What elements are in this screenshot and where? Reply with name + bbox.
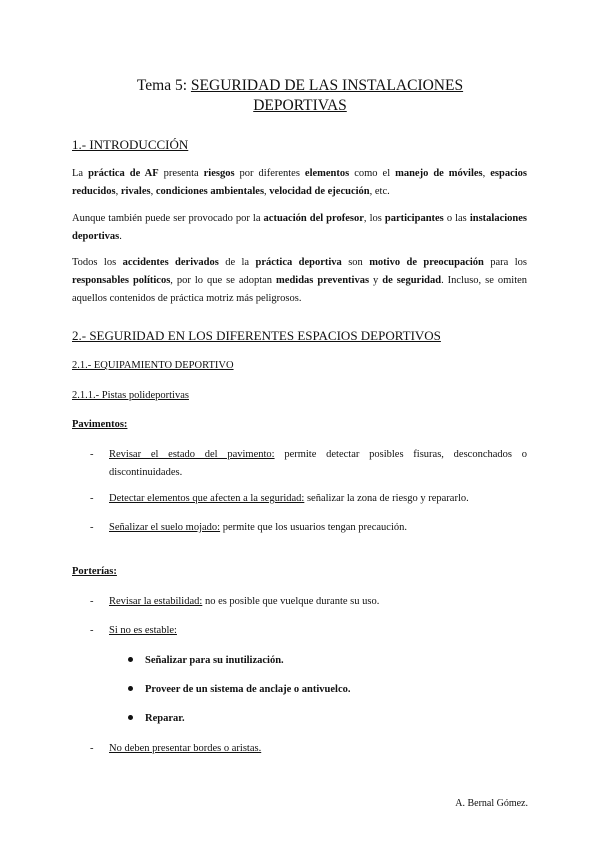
list-item <box>90 446 527 482</box>
bold-term: elementos <box>304 168 350 179</box>
pavimentos-label: Pavimentos: <box>72 419 128 430</box>
bold-term: velocidad de ejecución <box>269 186 370 197</box>
bold-term: rivales <box>120 186 151 197</box>
paragraph-text: , <box>150 186 156 197</box>
footer-author: A. Bernal Gómez. <box>455 798 528 809</box>
paragraph-text: , por lo que se adoptan <box>170 275 277 286</box>
bullet-dot-icon <box>128 657 133 662</box>
list-item <box>90 622 527 640</box>
item-text: no es posible que vuelque durante su uso. <box>202 596 380 607</box>
dash-marker: - <box>90 493 94 504</box>
bold-term: espacios reducidos <box>72 168 527 197</box>
paragraph-text: para los <box>483 257 527 268</box>
subsection-2-1: 2.1.- EQUIPAMIENTO DEPORTIVO <box>72 360 234 371</box>
paragraph-text: . Incluso, se omiten aquellos contenidos de práctica motriz más peligrosos. <box>72 275 528 304</box>
list-item <box>90 593 527 611</box>
document-title-line-2 <box>0 96 600 116</box>
bold-term: condiciones ambientales <box>155 186 265 197</box>
intro-paragraph-1 <box>72 165 527 201</box>
item-lead: No deben presentar bordes o aristas. <box>109 743 262 754</box>
bullet-dot-icon <box>128 715 133 720</box>
title-prefix: Tema 5: <box>136 77 188 94</box>
paragraph-text: presenta <box>158 168 204 179</box>
bold-term: responsables políticos <box>72 275 171 286</box>
item-lead: Revisar el estado del pavimento: <box>109 449 275 460</box>
intro-paragraph-3 <box>72 254 527 308</box>
bullet-item <box>128 681 351 699</box>
bullet-item <box>128 652 284 670</box>
paragraph-text: como el <box>349 168 396 179</box>
bold-term: práctica de AF <box>88 168 159 179</box>
paragraph-text: . <box>119 231 122 242</box>
paragraph-text: , etc. <box>369 186 390 197</box>
paragraph-text: son <box>341 257 370 268</box>
paragraph-text: Aunque también puede ser provocado por la <box>72 213 264 224</box>
bold-term: instalaciones deportivas <box>72 213 527 242</box>
list-item <box>90 490 527 508</box>
paragraph-text: o las <box>443 213 470 224</box>
paragraph-text: de la <box>218 257 256 268</box>
section-1-heading: 1.- INTRODUCCIÓN <box>72 137 189 152</box>
bullet-text: Proveer de un sistema de anclaje o antivuelco. <box>145 684 351 695</box>
dash-marker: - <box>90 522 94 533</box>
subsection-2-1-1: 2.1.1.- Pistas polideportivas <box>72 390 189 401</box>
bold-term: práctica deportiva <box>255 257 342 268</box>
item-text: permite que los usuarios tengan precaución. <box>220 522 407 533</box>
dash-marker: - <box>90 743 94 754</box>
document-title-line-1 <box>0 76 600 96</box>
list-item <box>90 740 527 758</box>
item-lead: Si no es estable: <box>109 625 177 636</box>
item-lead: Revisar la estabilidad: <box>109 596 203 607</box>
item-text: señalizar la zona de riesgo y repararlo. <box>304 493 469 504</box>
paragraph-text: y <box>369 275 383 286</box>
bold-term: manejo de móviles <box>395 168 483 179</box>
bold-term: de seguridad <box>382 275 442 286</box>
bullet-text: Reparar. <box>145 713 185 724</box>
paragraph-text: , <box>482 168 491 179</box>
list-item <box>90 519 527 537</box>
bold-term: actuación del profesor <box>263 213 364 224</box>
paragraph-text: , <box>264 186 270 197</box>
paragraph-text: por diferentes <box>234 168 305 179</box>
paragraph-text: , los <box>363 213 385 224</box>
paragraph-text: , <box>115 186 121 197</box>
section-2-heading: 2.- SEGURIDAD EN LOS DIFERENTES ESPACIOS DEPORTIVOS <box>72 328 441 343</box>
paragraph-text: Todos los <box>72 257 123 268</box>
item-lead: Señalizar el suelo mojado: <box>109 522 221 533</box>
dash-marker: - <box>90 625 94 636</box>
item-lead: Detectar elementos que afecten a la seguridad: <box>109 493 305 504</box>
bold-term: accidentes derivados <box>122 257 219 268</box>
title-text-2: DEPORTIVAS <box>253 97 347 114</box>
paragraph-text: La <box>72 168 89 179</box>
porterias-label: Porterías: <box>72 566 117 577</box>
title-text-1: SEGURIDAD DE LAS INSTALACIONES <box>190 77 464 94</box>
bold-term: motivo de preocupación <box>369 257 484 268</box>
bold-term: riesgos <box>203 168 235 179</box>
item-text: permite detectar posibles fisuras, desconchados o discontinuidades. <box>109 449 527 478</box>
bold-term: participantes <box>384 213 444 224</box>
bullet-item <box>128 710 185 728</box>
dash-marker: - <box>90 449 94 460</box>
bold-term: medidas preventivas <box>276 275 370 286</box>
dash-marker: - <box>90 596 94 607</box>
bullet-dot-icon <box>128 686 133 691</box>
bullet-text: Señalizar para su inutilización. <box>145 655 284 666</box>
intro-paragraph-2 <box>72 210 527 246</box>
